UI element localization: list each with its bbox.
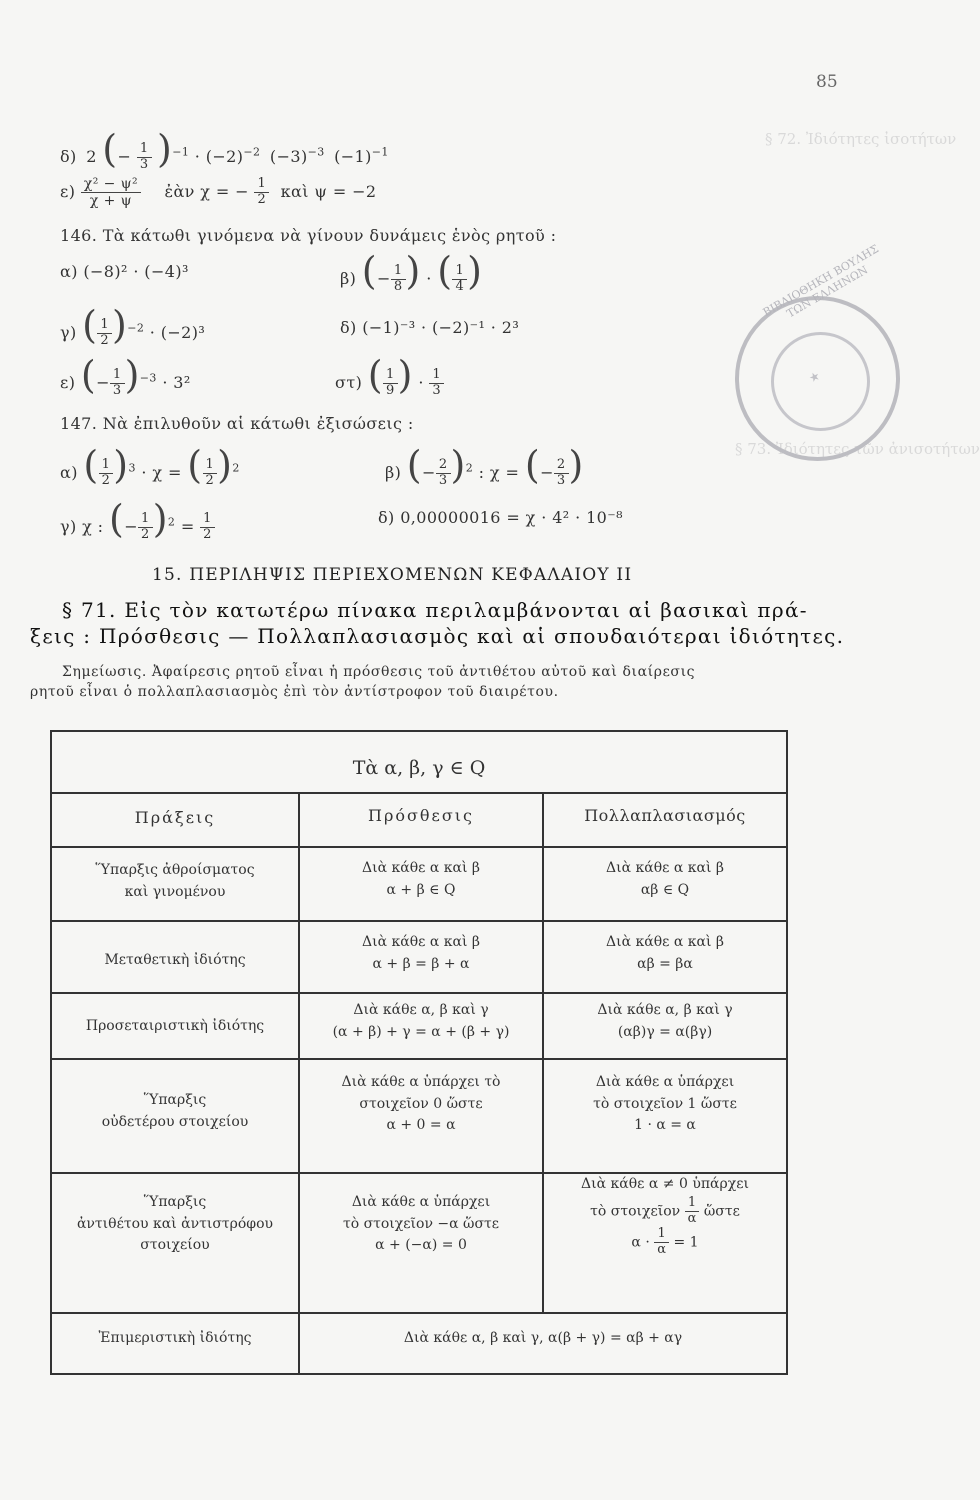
table-cell-multiplication: Διὰ κάθε α καὶ β αβ ∈ Q [606, 860, 724, 898]
stamp-text: ΒΙΒΛΙΟΘΗΚΗ ΒΟΥΛΗΣ ΤΩΝ ΕΛΛΗΝΩΝ [760, 242, 882, 321]
table-header-addition: Πρόσθεσις [368, 806, 474, 825]
table-row-label: Ὕπαρξις ἀντιθέτου καὶ ἀντιστρόφου στοιχείου [76, 1194, 274, 1254]
fraction: $\frac{1}{3}$ [137, 142, 152, 173]
paragraph-line: § 71. Εἰς τὸν κατωτέρω πίνακα περιλαμβάνονται αἱ βασικαὶ πρά- [62, 598, 808, 622]
exercise-147-b: β) (− $\frac{2}{3}$ )$^2$ : χ = (− $\frac{2}{3}$ ) [385, 443, 584, 488]
fraction: $\frac{1}{\alpha}$ [654, 1227, 669, 1258]
exercise-147-heading: 147. Νὰ ἐπιλυθοῦν αἱ κάτωθι ἐξισώσεις : [60, 414, 414, 433]
table-title: Τὰ α, β, γ ∈ Q [352, 757, 486, 779]
fraction: $\frac{1}{2}$ [200, 512, 215, 543]
fraction: $\frac{1}{2}$ [99, 458, 114, 489]
table-cell-addition: Διὰ κάθε α καὶ β α + β = β + α [362, 934, 480, 972]
table-cell-multiplication: Διὰ κάθε α καὶ β αβ = βα [606, 934, 724, 972]
exercise-147-g: γ) χ : (− $\frac{1}{2}$ )$^2$ = $\frac{1}{2}$ [60, 500, 215, 543]
fraction: $\frac{\text{χ² − ψ²}}{\chi + \psi}$ [81, 176, 141, 209]
table-cell-distributive: Διὰ κάθε α, β καὶ γ, α(β + γ) = αβ + αγ [403, 1330, 683, 1346]
fraction: $\frac{1}{2}$ [138, 512, 153, 543]
table-row-label: Ἐπιμεριστικὴ ἰδιότης [98, 1330, 252, 1346]
exercise-147-a: α) ( $\frac{1}{2}$ )$^3$ · χ = ( $\frac{1}{2}$ )$^2$ [60, 443, 240, 488]
note-line: ρητοῦ εἶναι ὁ πολλαπλασιασμὸς ἐπὶ τὸν ἀντίστροφον τοῦ διαιρέτου. [30, 684, 559, 700]
bleed-through-text: § 72. Ἰδιότητες ἰσοτήτων [765, 130, 957, 148]
exercise-146-e: ε) (− $\frac{1}{3}$ )$^{-3}$ · 3² [60, 353, 191, 398]
table-cell-addition: Διὰ κάθε α ὑπάρχει τὸ στοιχεῖον 0 ὥστε α + 0 = α [341, 1074, 501, 1134]
fraction: $\frac{1}{2}$ [254, 177, 269, 208]
exercise-146-g: γ) ( $\frac{1}{2}$ )$^{-2}$ · (−2)³ [60, 303, 206, 348]
stamp-star: ★ [806, 368, 823, 386]
table-cell-addition: Διὰ κάθε α, β καὶ γ (α + β) + γ = α + (β + γ) [332, 1002, 510, 1040]
table-row-label: Μεταθετικὴ ἰδιότης [104, 952, 246, 968]
exercise-146-d: δ) (−1)⁻³ · (−2)⁻¹ · 2³ [340, 318, 520, 337]
exercise-e: ε) $\frac{\text{χ² − ψ²}}{\chi + \psi}$ ἐὰν χ = − $\frac{1}{2}$ καὶ ψ = −2 [60, 176, 377, 210]
summary-table [50, 730, 788, 1375]
table-header-multiplication: Πολλαπλασιασμός [584, 806, 746, 825]
exercise-146-st: στ) ( $\frac{1}{9}$ ) · $\frac{1}{3}$ [335, 356, 444, 399]
table-row-label: Προσεταιριστικὴ ἰδιότης [85, 1018, 265, 1034]
table-header-operations: Πράξεις [134, 808, 216, 827]
page-number: 85 [816, 72, 838, 92]
library-stamp-icon [735, 242, 900, 461]
fraction: $\frac{1}{3}$ [110, 368, 125, 399]
note-line: Σημείωσις. Ἀφαίρεσις ρητοῦ εἶναι ἡ πρόσθεσις τοῦ ἀντιθέτου αὐτοῦ καὶ διαίρεσις [62, 664, 696, 680]
table-cell-multiplication: Διὰ κάθε α, β καὶ γ (αβ)γ = α(βγ) [597, 1002, 733, 1040]
fraction: $\frac{1}{2}$ [203, 458, 218, 489]
fraction: $\frac{1}{\alpha}$ [685, 1196, 700, 1227]
exercise-label: δ) [60, 147, 77, 166]
table-row-label: Ὕπαρξις ἀθροίσματος καὶ γινομένου [95, 862, 255, 900]
exercise-146-a: α) (−8)² · (−4)³ [60, 262, 189, 281]
exercise-label: ε) [60, 182, 76, 202]
fraction: $\frac{2}{3}$ [554, 458, 569, 489]
table-cell-addition: Διὰ κάθε α ὑπάρχει τὸ στοιχεῖον −α ὥστε α + (−α) = 0 [342, 1194, 500, 1254]
table-cell-multiplication: Διὰ κάθε α ὑπάρχει τὸ στοιχεῖον 1 ὥστε 1 · α = α [593, 1074, 737, 1134]
fraction: $\frac{1}{3}$ [429, 368, 444, 399]
section-title: 15. ΠΕΡΙΛΗΨΙΣ ΠΕΡΙΕΧΟΜΕΝΩΝ ΚΕΦΑΛΑΙΟΥ ΙΙ [152, 565, 633, 585]
fraction: $\frac{1}{4}$ [452, 264, 467, 295]
math-term: 2 [86, 147, 97, 166]
table-cell-multiplication: Διὰ κάθε α ≠ 0 ὑπάρχει τὸ στοιχεῖον $\frac{1}{\alpha}$ ὥστε α · $\frac{1}{\alpha}$ = 1 [581, 1176, 749, 1257]
fraction: $\frac{1}{2}$ [97, 318, 112, 349]
paragraph-line: ξεις : Πρόσθεσις — Πολλαπλασιασμὸς καὶ αἱ σπουδαιότεραι ἰδιότητες. [30, 624, 845, 648]
fraction: $\frac{1}{9}$ [383, 368, 398, 399]
table-cell-addition: Διὰ κάθε α καὶ β α + β ∈ Q [362, 860, 480, 898]
exercise-147-d: δ) 0,00000016 = χ · 4² · 10⁻⁸ [378, 508, 623, 527]
exercise-146-heading: 146. Τὰ κάτωθι γινόμενα νὰ γίνουν δυνάμεις ἑνὸς ρητοῦ : [60, 226, 557, 245]
bleed-through-text: § 73. Ἰδιότητες τῶν ἀνισοτήτων [735, 440, 980, 458]
fraction: $\frac{1}{8}$ [391, 264, 406, 295]
exercise-d: δ) 2 (− $\frac{1}{3}$ )$^{-1} \cdot (-2)^{-2}$ $(-3)^{-3}$ $(-1)^{-1}$ [60, 127, 389, 172]
fraction: $\frac{2}{3}$ [436, 458, 451, 489]
exercise-146-b: β) (− $\frac{1}{8}$ ) · ( $\frac{1}{4}$ ) [340, 249, 483, 294]
table-row-label: Ὕπαρξις οὐδετέρου στοιχείου [101, 1092, 249, 1130]
